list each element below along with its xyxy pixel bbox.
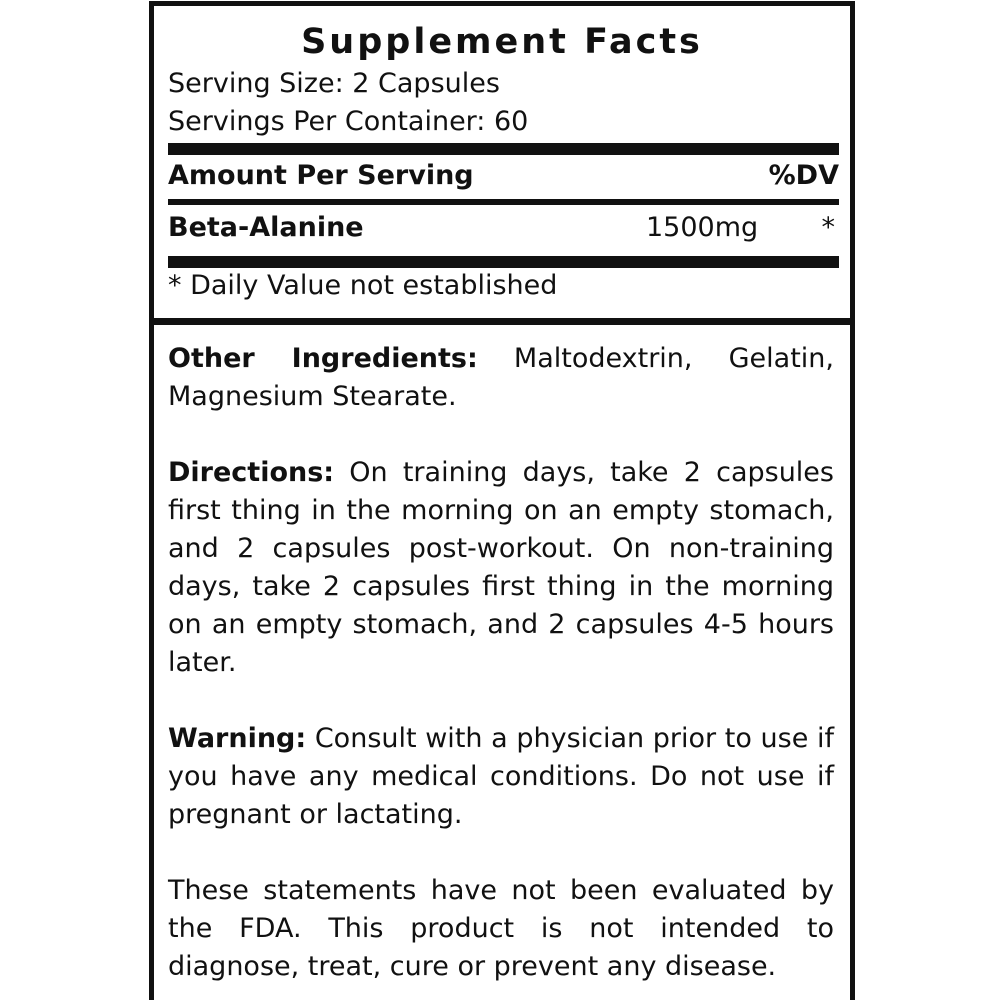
label-info <box>168 340 834 1000</box>
directions <box>168 454 834 682</box>
other-ingredients-text: Maltodextrin, Gelatin, Magnesium Stearate. <box>168 343 834 412</box>
ingredient-name: Beta-Alanine <box>168 212 364 243</box>
directions-text: On training days, take 2 capsules first thing in the morning on an empty stomach, and 2 capsules post-workout. On non-training days, take 2 capsules first thing in the morning on an empty stomach, and 2 capsules 4-5 hours later. <box>168 457 834 678</box>
thick-rule <box>168 143 839 155</box>
dv-header: %DV <box>768 160 839 191</box>
medium-rule <box>168 199 839 205</box>
warning <box>168 720 834 834</box>
other-ingredients-label: Other Ingredients: <box>168 343 478 374</box>
fda-disclaimer: These statements have not been evaluated by the FDA. This product is not intended to diagnose, treat, cure or prevent any disease. <box>168 875 834 982</box>
servings-per-container: Servings Per Container: 60 <box>168 106 529 137</box>
supplement-facts-panel <box>154 6 850 318</box>
amount-per-serving-label: Amount Per Serving <box>168 160 474 191</box>
ingredient-dv: * <box>821 212 835 243</box>
amount-header-row <box>168 156 839 196</box>
directions-label: Directions: <box>168 457 335 488</box>
thick-rule-bottom <box>168 256 839 268</box>
other-ingredients <box>168 340 834 416</box>
facts-title: Supplement Facts <box>301 22 703 62</box>
warning-text: Consult with a physician prior to use if you have any medical conditions. Do not use if pregnant or lactating. <box>168 723 834 830</box>
warning-label: Warning: <box>168 723 307 754</box>
section-divider <box>154 318 850 325</box>
serving-size: Serving Size: 2 Capsules <box>168 68 500 99</box>
ingredient-row <box>168 208 839 248</box>
ingredient-amount: 1500mg <box>646 212 759 243</box>
supplement-label <box>149 1 855 1000</box>
footnote: * Daily Value not established <box>168 270 558 301</box>
